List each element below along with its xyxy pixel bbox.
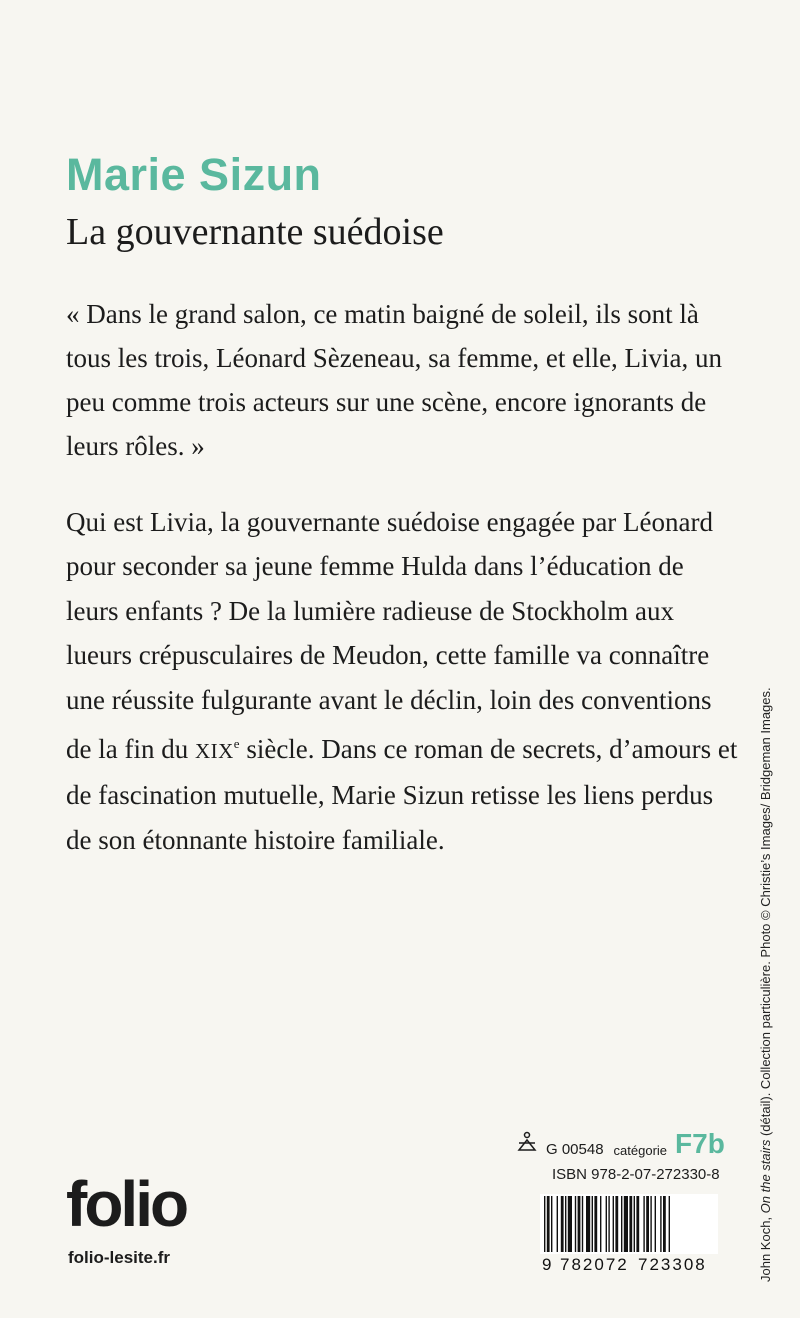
book-title: La gouvernante suédoise	[66, 211, 444, 253]
barcode-bar	[655, 1196, 656, 1252]
barcode-bar	[606, 1196, 607, 1252]
barcode-first-digit: 9	[542, 1255, 552, 1272]
category-value: F7b	[675, 1128, 725, 1159]
book-synopsis	[66, 500, 738, 862]
barcode-bar	[568, 1196, 572, 1252]
category-label: catégorie	[613, 1143, 668, 1158]
synopsis-part-2: siècle. Dans ce roman de secrets, d’amours et de fascination mutuelle, Marie Sizun retisse les liens perdus de son étonnante histoire familiale.	[66, 734, 738, 855]
barcode-group-1: 782072	[560, 1255, 629, 1272]
barcode-bar	[643, 1196, 644, 1252]
barcode-group-2: 723308	[638, 1255, 707, 1272]
credits-work: On the stairs	[758, 1139, 773, 1214]
barcode-bar	[624, 1196, 628, 1252]
barcode-bar	[592, 1196, 593, 1252]
barcode-bar	[600, 1196, 601, 1252]
barcode-bar	[634, 1196, 635, 1252]
century-superscript: e	[233, 736, 240, 752]
barcode	[540, 1194, 718, 1272]
author-name: Marie Sizun	[66, 149, 322, 200]
barcode-bar	[636, 1196, 639, 1252]
barcode-bar	[669, 1196, 670, 1252]
publisher-logo: folio	[66, 1168, 187, 1240]
barcode-bar	[621, 1196, 622, 1252]
folio-mark-icon	[516, 1131, 538, 1158]
barcode-bar	[575, 1196, 576, 1252]
barcode-bar	[629, 1196, 632, 1252]
barcode-bar	[615, 1196, 618, 1252]
barcode-bar	[646, 1196, 649, 1252]
barcode-bar	[660, 1196, 661, 1252]
barcode-bar	[544, 1196, 545, 1252]
credits-artist: John Koch,	[758, 1213, 773, 1282]
barcode-bar	[551, 1196, 552, 1252]
barcode-bar	[586, 1196, 590, 1252]
isbn: ISBN 978-2-07-272330-8	[552, 1166, 720, 1183]
barcode-bar	[663, 1196, 666, 1252]
barcode-bar	[578, 1196, 581, 1252]
barcode-bar	[594, 1196, 597, 1252]
century-numeral: XIX	[194, 739, 234, 764]
barcode-bar	[608, 1196, 609, 1252]
barcode-bar	[557, 1196, 558, 1252]
book-quote: « Dans le grand salon, ce matin baigné de soleil, ils sont là tous les trois, Léonard Sèzeneau, sa femme, et elle, Livia, un peu comme trois acteurs sur une scène, encore ignorants de leurs rôles. »	[66, 299, 723, 461]
catalog-code-row	[516, 1128, 725, 1158]
credits-rest: (détail). Collection particulière. Photo © Christie’s Images/ Bridgeman Images.	[758, 687, 773, 1140]
barcode-bar	[561, 1196, 564, 1252]
barcode-bar	[582, 1196, 583, 1252]
synopsis-part-1: Qui est Livia, la gouvernante suédoise engagée par Léonard pour seconder sa jeune femme Hulda dans l’éducation de leurs enfants ? De la lumière radieuse de Stockholm aux lueurs crépusculaires de Meudon, cette famille va connaître une réussite fulgurante avant le déclin, loin des conventions de la fin du	[66, 507, 713, 765]
publisher-website: folio-lesite.fr	[68, 1248, 171, 1267]
photo-credits	[755, 682, 777, 1282]
barcode-bar	[613, 1196, 614, 1252]
barcode-bar	[565, 1196, 566, 1252]
barcode-bar	[650, 1196, 651, 1252]
catalog-code: G 00548	[546, 1141, 604, 1158]
barcode-bar	[547, 1196, 550, 1252]
